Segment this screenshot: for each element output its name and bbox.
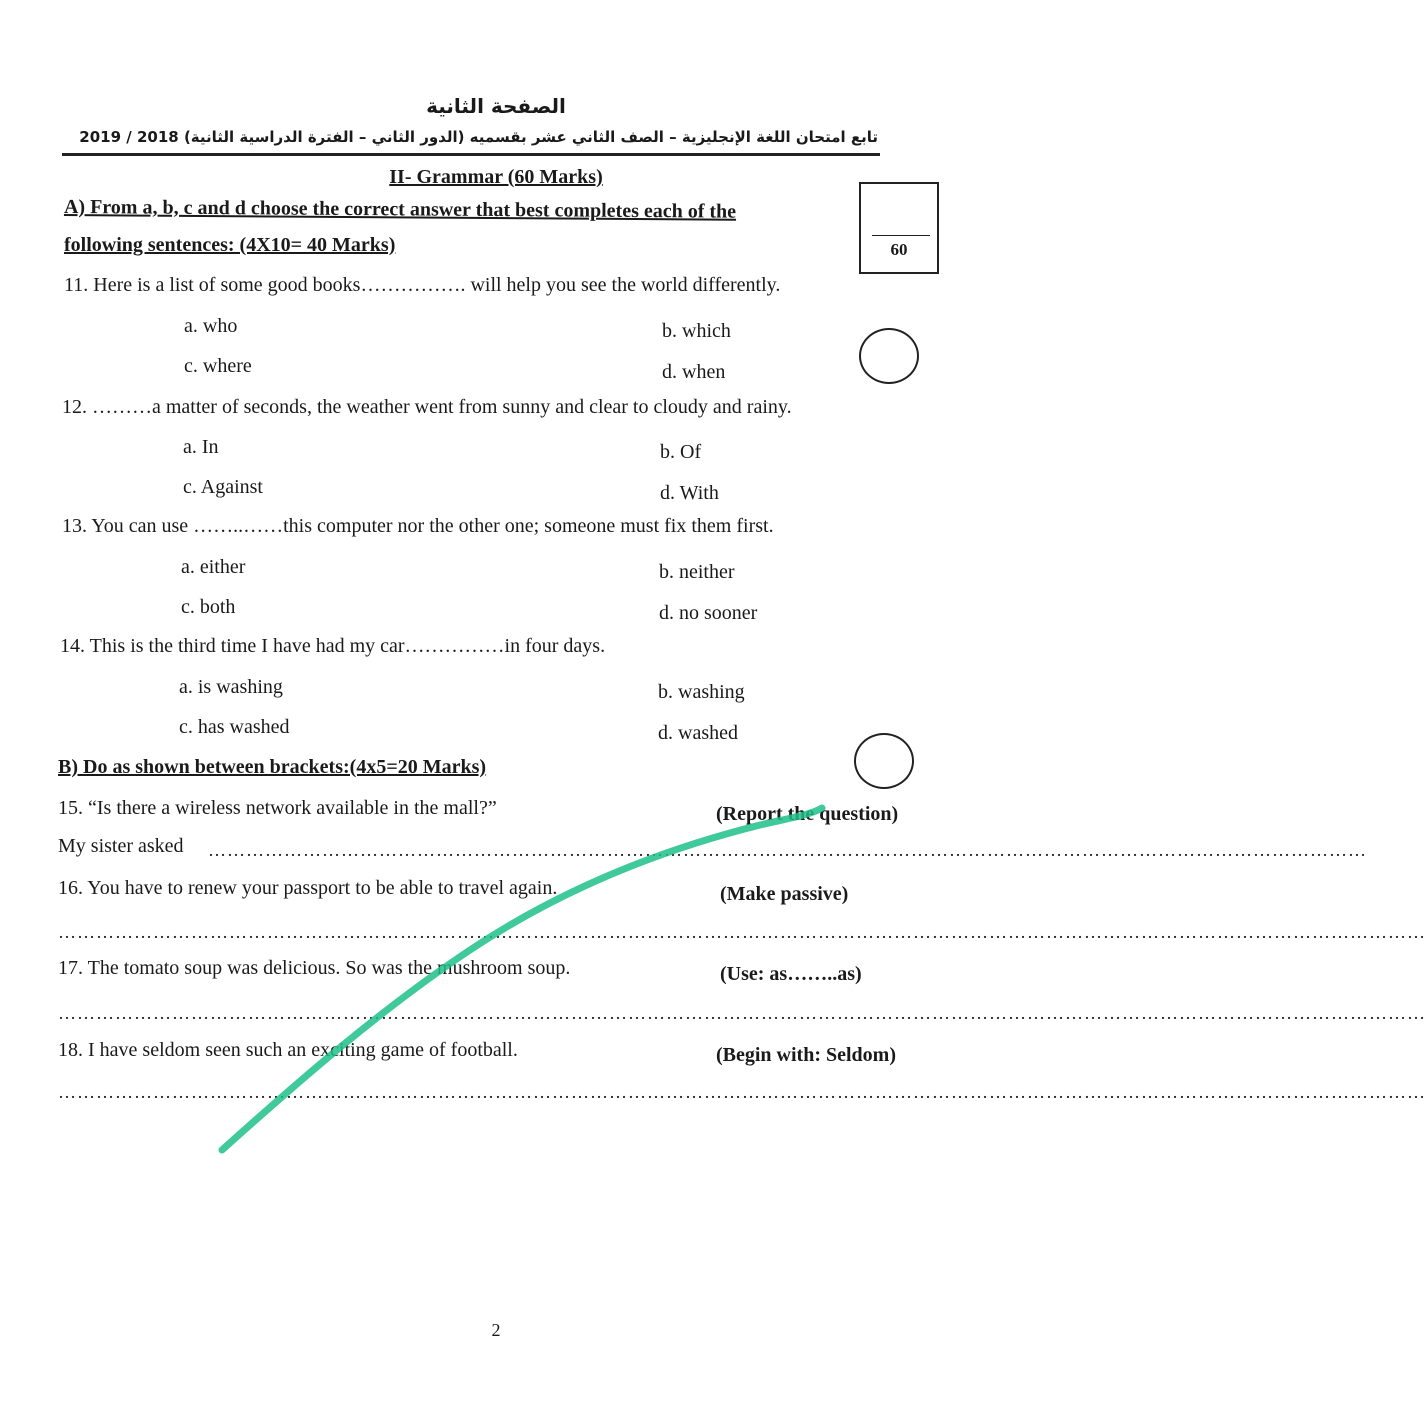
- question-11: 11. Here is a list of some good books……………. will help you see the world differently.: [64, 274, 781, 296]
- q12-option-d: d. With: [660, 482, 719, 504]
- q12-option-a: a. In: [183, 436, 219, 458]
- question-13: 13. You can use ……..……this computer nor the other one; someone must fix them first.: [62, 515, 774, 537]
- item-16-instruction: (Make passive): [720, 883, 849, 905]
- question-14: 14. This is the third time I have had my car……………in four days.: [60, 635, 606, 657]
- item-16-text: 16. You have to renew your passport to be able to travel again.: [58, 877, 558, 899]
- exam-title: تابع امتحان اللغة الإنجليزية – الصف الثاني عشر بقسميه (الدور الثاني – الفترة الدراسية الثانية) 2018 / 2019: [79, 128, 878, 146]
- item-15-answer-prefix: My sister asked: [58, 835, 184, 857]
- part-a-instruction-line2: following sentences: (4X10= 40 Marks): [64, 234, 396, 256]
- q11-option-c: c. where: [184, 355, 252, 377]
- q14-option-a: a. is washing: [179, 676, 283, 698]
- section-title-text: II- Grammar (60 Marks): [389, 166, 603, 188]
- q14-option-b: b. washing: [658, 681, 745, 703]
- q14-option-c: c. has washed: [179, 716, 290, 738]
- page-heading: الصفحة الثانية: [426, 94, 566, 118]
- item-16-answer-line: ………………………………………………………………………………………………………………………………………………………………………………………………: [58, 922, 1426, 942]
- item-17-instruction: (Use: as……..as): [720, 963, 862, 985]
- item-18-text: 18. I have seldom seen such an exciting game of football.: [58, 1039, 518, 1061]
- page-number: 2: [491, 1320, 501, 1340]
- q12-option-b: b. Of: [660, 441, 702, 463]
- part-a-instruction-line1: A) From a, b, c and d choose the correct answer that best completes each of the: [63, 196, 737, 223]
- q13-option-a: a. either: [181, 556, 246, 578]
- q14-option-d: d. washed: [658, 722, 738, 744]
- item-17-text: 17. The tomato soup was delicious. So was the mushroom soup.: [58, 957, 571, 979]
- q13-option-d: d. no sooner: [659, 602, 758, 624]
- q11-option-d: d. when: [662, 361, 726, 383]
- score-total: 60: [890, 240, 908, 259]
- item-15-instruction: (Report the question): [716, 803, 899, 825]
- q13-option-c: c. both: [181, 596, 236, 618]
- item-15-text: 15. “Is there a wireless network available in the mall?”: [58, 797, 497, 819]
- q11-option-b: b. which: [662, 320, 731, 342]
- item-18-answer-line: ………………………………………………………………………………………………………………………………………………………………………………………………: [58, 1082, 1426, 1102]
- pen-stroke-path: [222, 808, 822, 1150]
- q12-option-c: c. Against: [183, 476, 263, 498]
- item-17-answer-line: ………………………………………………………………………………………………………………………………………………………………………………………………: [58, 1003, 1426, 1023]
- part-b-instruction: B) Do as shown between brackets:(4x5=20 Marks): [58, 756, 487, 778]
- item-18-instruction: (Begin with: Seldom): [716, 1044, 896, 1066]
- question-12: 12. ………a matter of seconds, the weather went from sunny and clear to cloudy and rainy.: [62, 396, 792, 418]
- q11-option-a: a. who: [184, 315, 238, 337]
- item-15-answer-line: …………………………………………………………………………………………………………………………………………………………………: [208, 840, 1367, 860]
- q13-option-b: b. neither: [659, 561, 735, 583]
